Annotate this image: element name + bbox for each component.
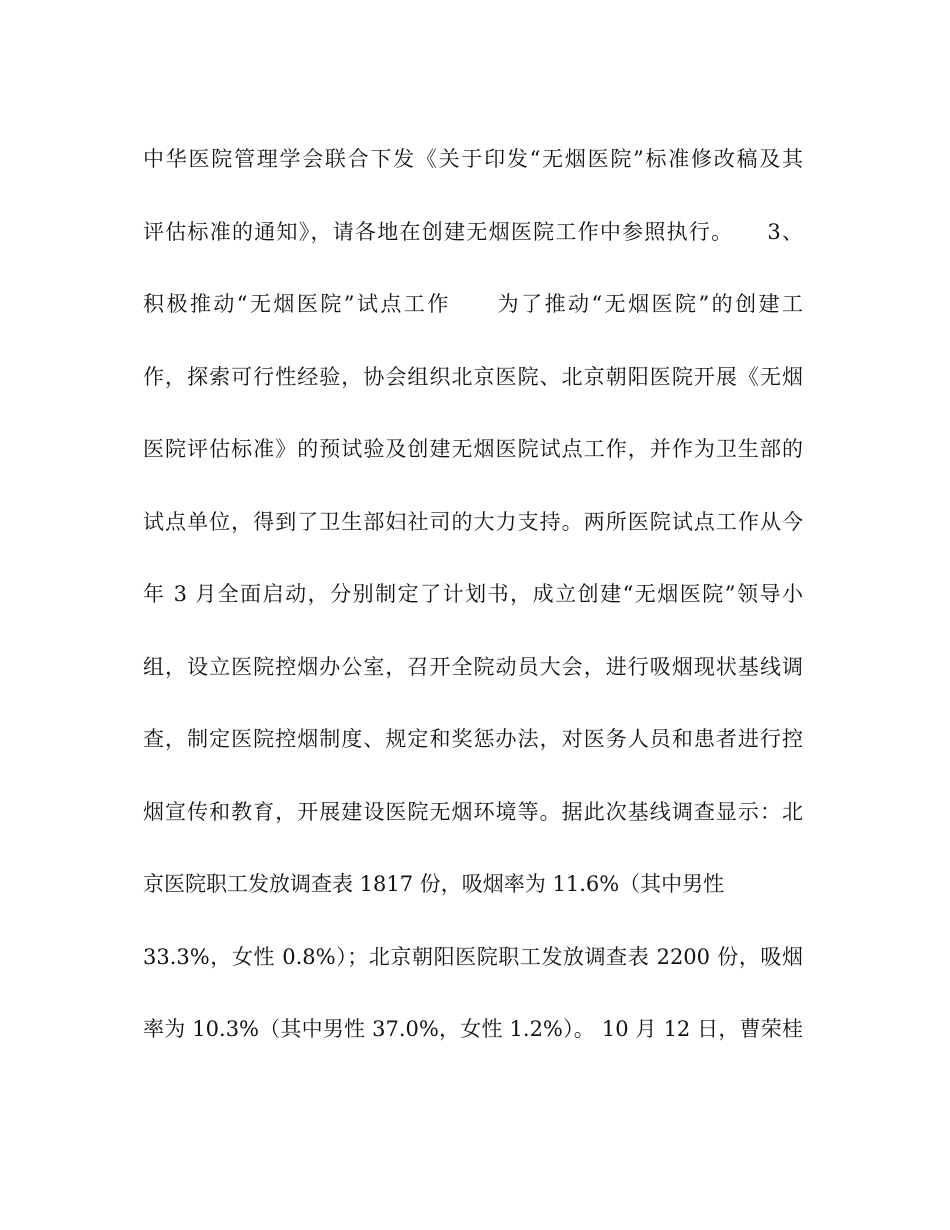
body-text-line: 33.3%，女性 0.8%）；北京朝阳医院职工发放调查表 2200 份，吸烟 [143,945,803,969]
body-text-line: 烟宣传和教育，开展建设医院无烟环境等。据此次基线调查显示：北 [143,800,803,824]
body-text-line: 中华医院管理学会联合下发《关于印发“无烟医院”标准修改稿及其 [143,147,803,171]
body-text-line: 组，设立医院控烟办公室，召开全院动员大会，进行吸烟现状基线调 [143,655,803,679]
body-text-line: 积极推动“无烟医院”试点工作 为了推动“无烟医院”的创建工 [143,292,803,316]
body-text-line: 年 3 月全面启动，分别制定了计划书，成立创建“无烟医院”领导小 [143,582,803,606]
body-text-line: 试点单位，得到了卫生部妇社司的大力支持。两所医院试点工作从今 [143,510,803,534]
body-text-line: 评估标准的通知》，请各地在创建无烟医院工作中参照执行。 3、 [143,220,803,244]
body-text-line: 医院评估标准》的预试验及创建无烟医院试点工作，并作为卫生部的 [143,437,803,461]
body-text-line: 作，探索可行性经验，协会组织北京医院、北京朝阳医院开展《无烟 [143,365,803,389]
body-text-line: 查，制定医院控烟制度、规定和奖惩办法，对医务人员和患者进行控 [143,727,803,751]
body-text-line: 率为 10.3%（其中男性 37.0%，女性 1.2%）。 10 月 12 日，曹荣桂 [143,1017,803,1041]
body-text-line: 京医院职工发放调查表 1817 份，吸烟率为 11.6%（其中男性 [143,872,725,896]
